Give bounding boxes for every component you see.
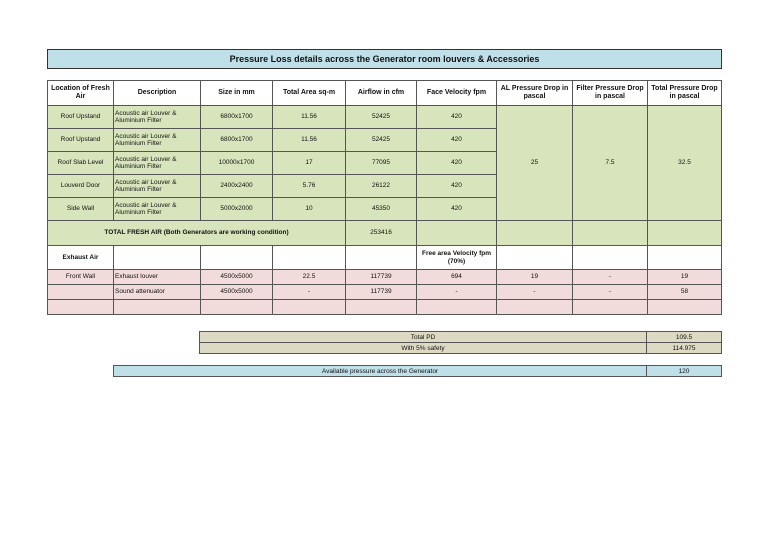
cell-location: Roof Upstand xyxy=(48,129,114,152)
cell-location: Louverd Door xyxy=(48,175,114,198)
cell-empty xyxy=(114,246,201,270)
cell-al-drop: - xyxy=(497,285,573,300)
cell-total-drop xyxy=(648,300,722,315)
cell-airflow: 52425 xyxy=(346,129,417,152)
cell-velocity: 420 xyxy=(417,129,497,152)
cell-empty xyxy=(417,221,497,246)
free-area-velocity-label: Free area Velocity fpm (70%) xyxy=(417,246,497,270)
cell-filter-drop-merged: 7.5 xyxy=(573,106,648,221)
cell-al-drop: 19 xyxy=(497,270,573,285)
header-row xyxy=(48,81,722,106)
cell-empty xyxy=(648,221,722,246)
fresh-row xyxy=(48,106,722,129)
cell-filter-drop xyxy=(573,300,648,315)
cell-location xyxy=(48,300,114,315)
cell-empty xyxy=(497,246,573,270)
cell-airflow: 52425 xyxy=(346,106,417,129)
safety-label: With 5% safety xyxy=(200,343,647,354)
cell-description: Acoustic air Louver & Aluminium Filter xyxy=(114,106,201,129)
cell-empty xyxy=(201,246,273,270)
total-pd-label: Total PD xyxy=(200,332,647,343)
cell-airflow: 26122 xyxy=(346,175,417,198)
cell-size: 5000x2000 xyxy=(201,198,273,221)
exhaust-row xyxy=(48,285,722,300)
cell-description: Sound attenuator xyxy=(114,285,201,300)
cell-size: 4500x5000 xyxy=(201,285,273,300)
header-size: Size in mm xyxy=(201,81,273,106)
cell-location: Front Wall xyxy=(48,270,114,285)
total-pd-value: 109.5 xyxy=(647,332,722,343)
cell-description: Acoustic air Louver & Aluminium Filter xyxy=(114,175,201,198)
cell-area: 10 xyxy=(273,198,346,221)
summary-table xyxy=(199,331,722,354)
header-total-drop: Total Pressure Drop in pascal xyxy=(648,81,722,106)
cell-filter-drop: - xyxy=(573,270,648,285)
cell-size: 6800x1700 xyxy=(201,129,273,152)
cell-velocity: - xyxy=(417,285,497,300)
cell-total-drop-merged: 32.5 xyxy=(648,106,722,221)
cell-empty xyxy=(346,246,417,270)
cell-airflow: 117739 xyxy=(346,270,417,285)
header-airflow: Airflow in cfm xyxy=(346,81,417,106)
summary-row xyxy=(200,332,722,343)
cell-area: 17 xyxy=(273,152,346,175)
cell-area: 11.56 xyxy=(273,129,346,152)
available-value: 120 xyxy=(647,366,722,377)
header-velocity: Face Velocity fpm xyxy=(417,81,497,106)
total-fresh-label: TOTAL FRESH AIR (Both Generators are working condition) xyxy=(48,221,346,246)
cell-al-drop xyxy=(497,300,573,315)
cell-velocity: 694 xyxy=(417,270,497,285)
cell-empty xyxy=(648,246,722,270)
cell-filter-drop: - xyxy=(573,285,648,300)
available-pressure-table xyxy=(113,365,722,377)
cell-area: 11.56 xyxy=(273,106,346,129)
cell-size: 4500x5000 xyxy=(201,270,273,285)
cell-empty xyxy=(273,246,346,270)
pressure-loss-table xyxy=(47,80,722,315)
exhaust-label: Exhaust Air xyxy=(48,246,114,270)
exhaust-header-row xyxy=(48,246,722,270)
cell-area xyxy=(273,300,346,315)
header-location: Location of Fresh Air xyxy=(48,81,114,106)
exhaust-row xyxy=(48,270,722,285)
total-fresh-airflow: 253416 xyxy=(346,221,417,246)
exhaust-row xyxy=(48,300,722,315)
cell-location: Side Wall xyxy=(48,198,114,221)
cell-size: 6800x1700 xyxy=(201,106,273,129)
cell-description: Acoustic air Louver & Aluminium Filter xyxy=(114,129,201,152)
cell-airflow xyxy=(346,300,417,315)
cell-size xyxy=(201,300,273,315)
summary-row xyxy=(200,343,722,354)
cell-al-drop-merged: 25 xyxy=(497,106,573,221)
cell-total-drop: 58 xyxy=(648,285,722,300)
cell-empty xyxy=(497,221,573,246)
header-description: Description xyxy=(114,81,201,106)
cell-area: - xyxy=(273,285,346,300)
cell-velocity: 420 xyxy=(417,152,497,175)
cell-total-drop: 19 xyxy=(648,270,722,285)
cell-empty xyxy=(573,246,648,270)
cell-description: Acoustic air Louver & Aluminium Filter xyxy=(114,198,201,221)
total-fresh-row xyxy=(48,221,722,246)
header-area: Total Area sq-m xyxy=(273,81,346,106)
cell-location: Roof Upstand xyxy=(48,106,114,129)
cell-location: Roof Slab Level xyxy=(48,152,114,175)
cell-airflow: 77095 xyxy=(346,152,417,175)
cell-airflow: 45350 xyxy=(346,198,417,221)
cell-velocity xyxy=(417,300,497,315)
cell-description: Acoustic air Louver & Aluminium Filter xyxy=(114,152,201,175)
available-row xyxy=(114,366,722,377)
cell-area: 22.5 xyxy=(273,270,346,285)
cell-empty xyxy=(573,221,648,246)
cell-size: 2400x2400 xyxy=(201,175,273,198)
cell-area: 5.76 xyxy=(273,175,346,198)
cell-size: 10000x1700 xyxy=(201,152,273,175)
cell-velocity: 420 xyxy=(417,175,497,198)
cell-location xyxy=(48,285,114,300)
cell-velocity: 420 xyxy=(417,106,497,129)
header-al-drop: AL Pressure Drop in pascal xyxy=(497,81,573,106)
cell-description: Exhaust louver xyxy=(114,270,201,285)
header-filter-drop: Filter Pressure Drop in pascal xyxy=(573,81,648,106)
cell-description xyxy=(114,300,201,315)
cell-airflow: 117739 xyxy=(346,285,417,300)
available-label: Available pressure across the Generator xyxy=(114,366,647,377)
safety-value: 114.975 xyxy=(647,343,722,354)
sheet-title: Pressure Loss details across the Generator room louvers & Accessories xyxy=(47,49,722,69)
cell-velocity: 420 xyxy=(417,198,497,221)
